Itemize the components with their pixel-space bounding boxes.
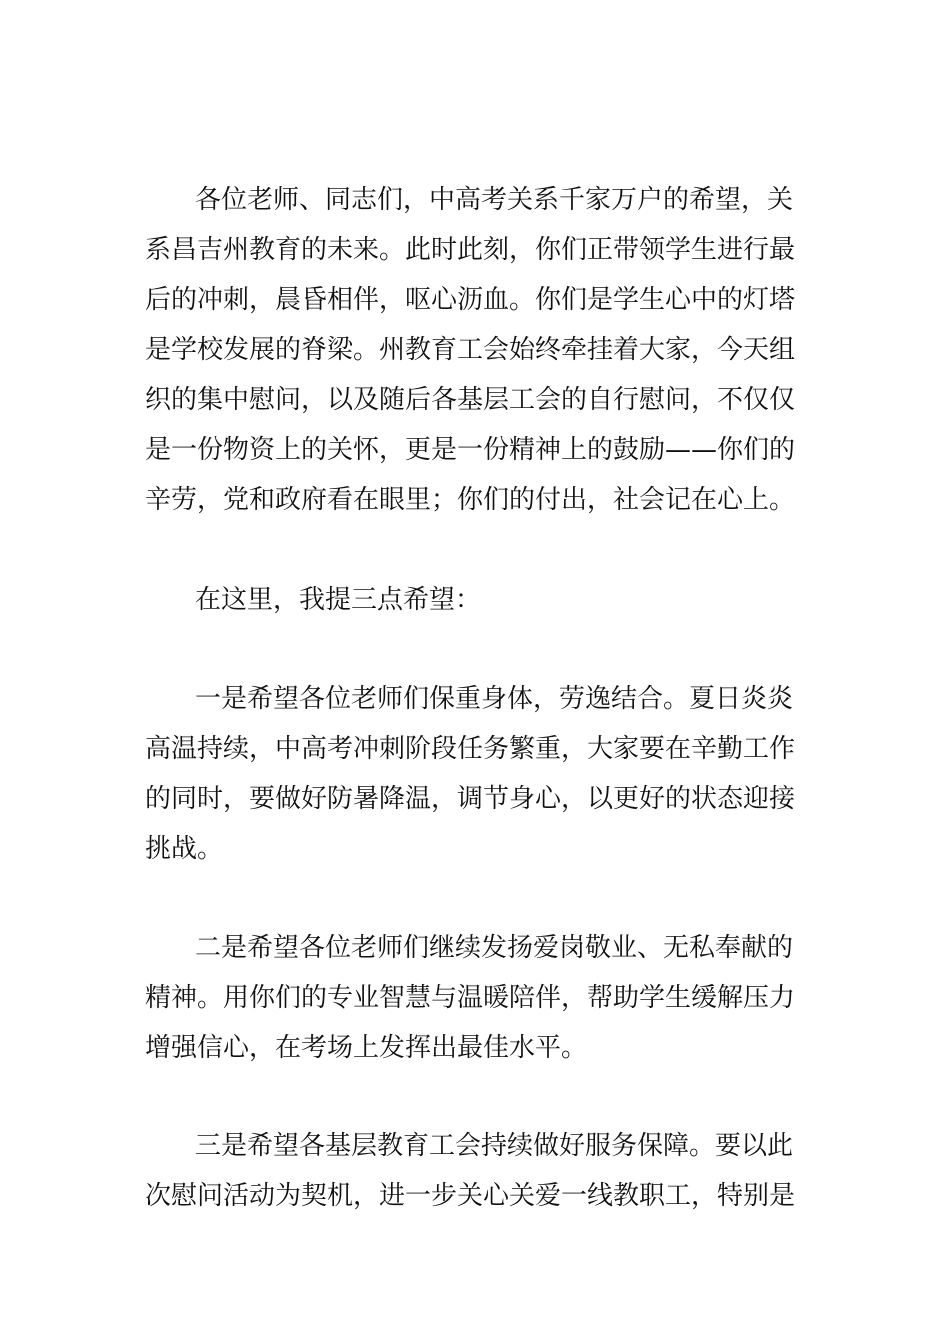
paragraph-line: 的同时，要做好防暑降温，调节身心，以更好的状态迎接 — [145, 784, 796, 814]
paragraph-line: 增强信心，在考场上发挥出最佳水平。 — [145, 1033, 588, 1063]
paragraph-line: 一是希望各位老师们保重身体，劳逸结合。夏日炎炎 — [195, 684, 794, 714]
paragraph-line: 系昌吉州教育的未来。此时此刻，你们正带领学生进行最 — [145, 235, 796, 265]
paragraph-line: 挑战。 — [145, 834, 224, 864]
paragraph-line: 是学校发展的脊梁。州教育工会始终牵挂着大家，今天组 — [145, 335, 796, 365]
paragraph-line: 在这里，我提三点希望： — [195, 585, 482, 615]
paragraph-line: 后的冲刺，晨昏相伴，呕心沥血。你们是学生心中的灯塔 — [145, 285, 796, 315]
paragraph-line: 织的集中慰问，以及随后各基层工会的自行慰问，不仅仅 — [145, 385, 796, 415]
paragraph-line: 高温持续，中高考冲刺阶段任务繁重，大家要在辛勤工作 — [145, 734, 796, 764]
paragraph-line: 辛劳，党和政府看在眼里；你们的付出，社会记在心上。 — [145, 485, 796, 515]
paragraph-line: 是一份物资上的关怀，更是一份精神上的鼓励——你们的 — [145, 435, 796, 465]
paragraph-line: 三是希望各基层教育工会持续做好服务保障。要以此 — [195, 1131, 794, 1161]
paragraph-line: 次慰问活动为契机，进一步关心关爱一线教职工，特别是 — [145, 1181, 796, 1211]
paragraph-line: 二是希望各位老师们继续发扬爱岗敬业、无私奉献的 — [195, 933, 794, 963]
paragraph-line: 精神。用你们的专业智慧与温暖陪伴，帮助学生缓解压力 — [145, 983, 796, 1013]
paragraph-line: 各位老师、同志们，中高考关系千家万户的希望，关 — [195, 185, 794, 215]
